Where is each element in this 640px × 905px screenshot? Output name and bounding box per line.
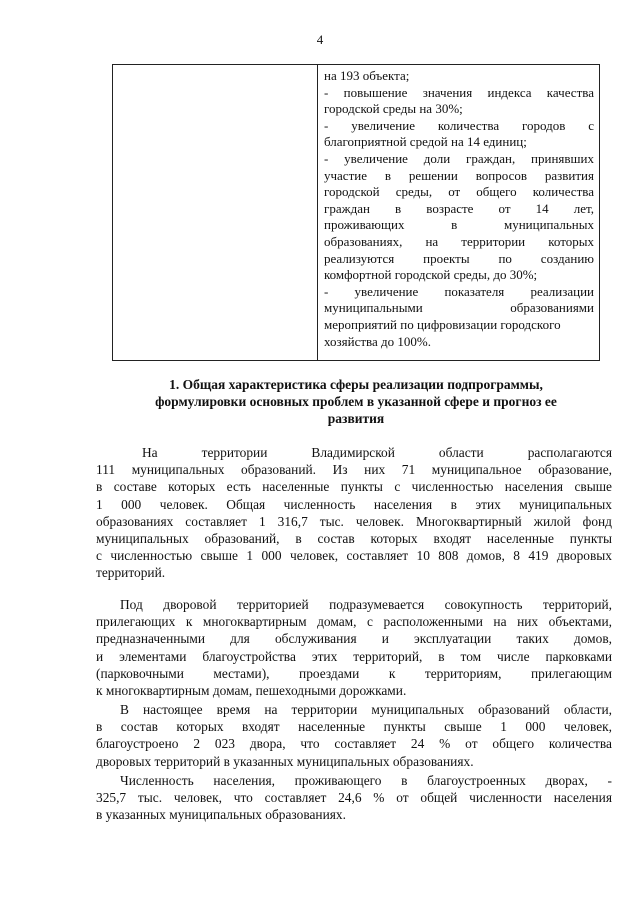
table-line: городской среды, от общего количества (324, 184, 594, 200)
page-number: 4 (316, 32, 324, 47)
table-left-cell (113, 65, 318, 360)
paragraph-line: Численность населения, проживающего в благоустроенных дворах, - (120, 773, 612, 788)
table-line: городской среды на 30%; (324, 101, 463, 117)
section-heading-line: формулировки основных проблем в указанной сфере и прогноз ее (155, 394, 557, 409)
section-heading-line: 1. Общая характеристика сферы реализации подпрограммы, (169, 377, 543, 392)
paragraph-line: (парковочными местами), проездами к территориям, прилегающим (96, 665, 612, 681)
table-line: мероприятий по цифровизации городского (324, 316, 561, 332)
paragraph-line: 325,7 тыс. человек, что составляет 24,6 % от общей численности населения (96, 790, 612, 806)
paragraph-line: 111 муниципальных образований. Из них 71 муниципальное образование, (96, 462, 612, 478)
paragraph-line: На территории Владимирской области располагаются (142, 445, 612, 460)
paragraph-line: Под дворовой территорией подразумевается совокупность территорий, (120, 597, 612, 612)
table-line: проживающих в муниципальных (324, 217, 594, 233)
paragraph-line: в составе которых есть населенные пункты с численностью населения свыше (96, 479, 612, 495)
paragraph-2 (96, 596, 612, 699)
paragraph-1 (96, 444, 612, 582)
table-line: реализуются проекты по созданию (324, 250, 594, 266)
paragraph-line: дворовых территорий в указанных муниципальных образованиях. (96, 753, 474, 769)
section-heading-line: развития (327, 411, 385, 426)
paragraph-line: с численностью свыше 1 000 человек, составляет 10 808 домов, 8 419 дворовых (96, 548, 612, 564)
paragraph-line: прилегающих к многоквартирным домам, с расположенными на них объектами, (96, 614, 612, 630)
table-line: образованиях, на территории которых (324, 233, 594, 249)
table-line: граждан в возрасте от 14 лет, (324, 200, 594, 216)
table-line: - увеличение показателя реализации (324, 283, 594, 299)
program-table (112, 64, 600, 361)
paragraph-line: в состав которых входят населенные пункты свыше 1 000 человек, (96, 719, 612, 735)
paragraph-line: к многоквартирным домам, пешеходными дорожками. (96, 683, 407, 699)
table-line: - увеличение доли граждан, принявших (324, 150, 594, 166)
paragraph-line: благоустроено 2 023 двора, что составляет 24 % от общего количества (96, 736, 612, 752)
paragraph-line: муниципальных образований, в состав которых входят населенные пункты (96, 531, 612, 547)
paragraph-line: в указанных муниципальных образованиях. (96, 807, 346, 823)
table-line: участие в решении вопросов развития (324, 167, 594, 183)
paragraph-line: В настоящее время на территории муниципальных образований области, (120, 702, 612, 717)
table-line: благоприятной средой на 14 единиц; (324, 134, 527, 150)
table-line: комфортной городской среды, до 30%; (324, 267, 538, 283)
paragraph-3 (96, 701, 612, 770)
paragraph-line: образованиях составляет 1 316,7 тыс. человек. Многоквартирный жилой фонд (96, 513, 612, 529)
paragraph-line: и элементами благоустройства этих территорий, в том числе парковками (96, 648, 612, 664)
section-heading (96, 376, 616, 427)
paragraph-line: территорий. (96, 565, 166, 581)
table-right-cell (318, 65, 599, 360)
table-line: - повышение значения индекса качества (324, 84, 594, 100)
paragraph-4 (96, 772, 612, 824)
paragraph-line: предназначенными для обслуживания и эксплуатации таких домов, (96, 631, 612, 647)
table-line: хозяйства до 100%. (324, 333, 431, 349)
table-line: на 193 объекта; (324, 68, 410, 83)
table-line: муниципальными образованиями (324, 300, 594, 316)
table-line: - увеличение количества городов с (324, 117, 594, 133)
paragraph-line: 1 000 человек. Общая численность населения в этих муниципальных (96, 496, 612, 512)
